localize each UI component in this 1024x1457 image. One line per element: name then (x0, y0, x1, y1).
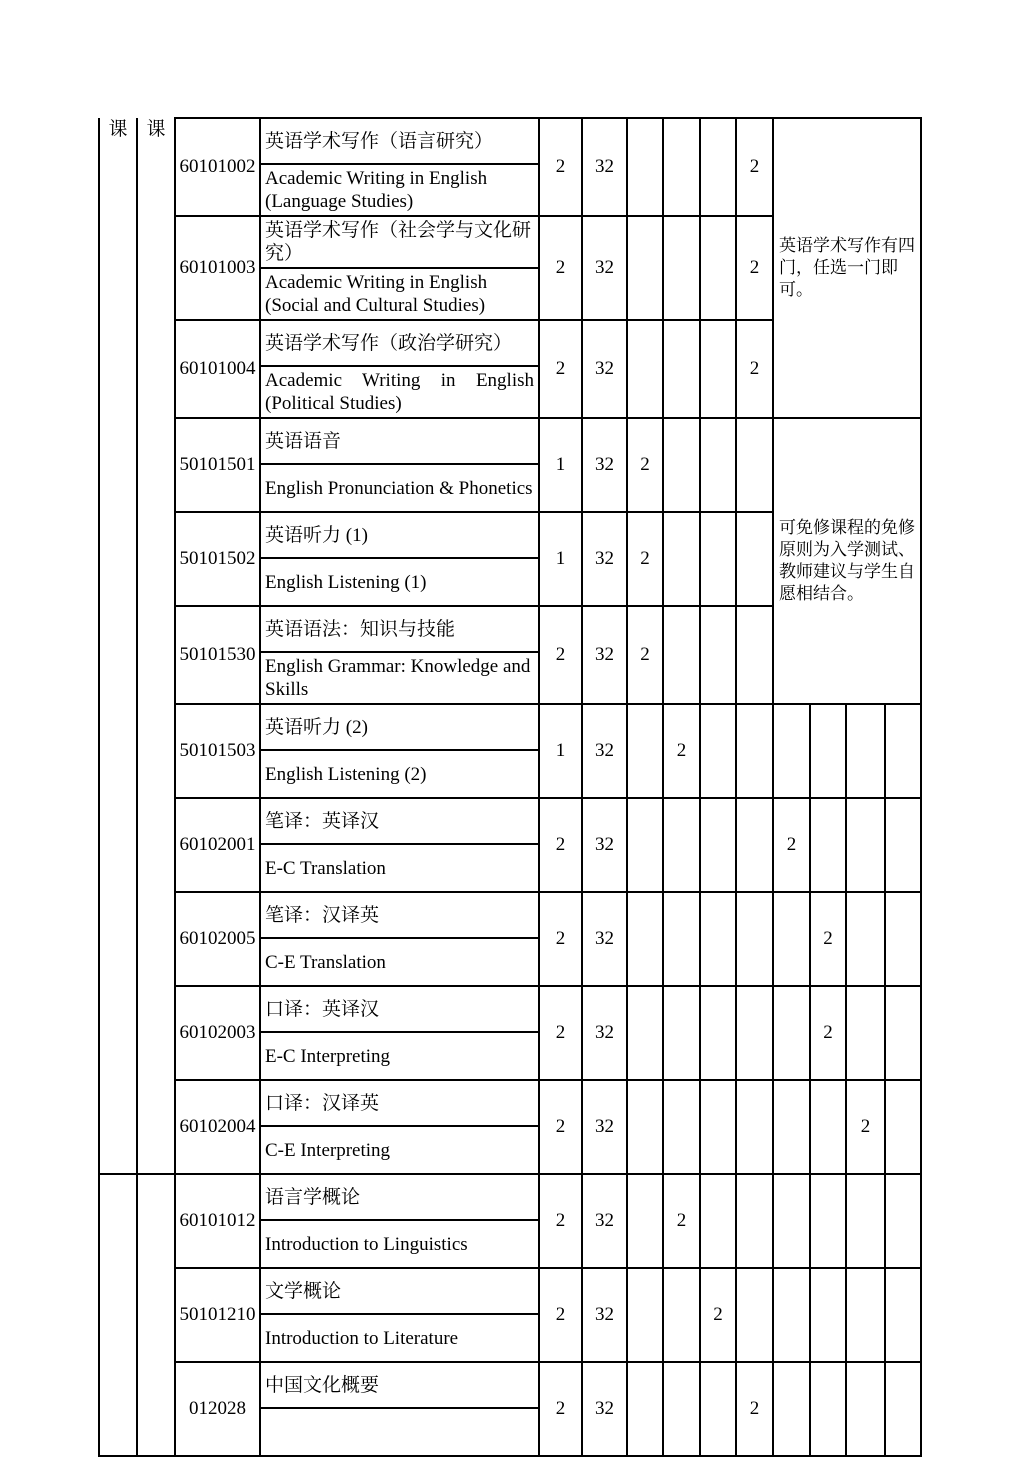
semester-6-cell: 2 (810, 892, 846, 986)
semester-3-cell (700, 512, 736, 606)
course-row (99, 892, 921, 938)
hours-cell: 32 (582, 1080, 627, 1174)
credit-cell: 2 (539, 118, 582, 216)
course-row (99, 1174, 921, 1220)
semester-4-cell: 2 (736, 216, 773, 320)
semester-6-cell: 2 (810, 986, 846, 1080)
credit-cell: 1 (539, 704, 582, 798)
course-code-cell: 50101210 (175, 1268, 260, 1362)
semester-5-cell (773, 1174, 810, 1268)
curriculum-table (98, 117, 922, 1457)
hours-cell: 32 (582, 892, 627, 986)
course-name-cn: 语言学概论 (260, 1174, 539, 1220)
course-name-cn: 文学概论 (260, 1268, 539, 1314)
semester-3-cell (700, 118, 736, 216)
course-row (99, 1268, 921, 1314)
course-name-en: E-C Interpreting (260, 1032, 539, 1080)
semester-3-cell (700, 798, 736, 892)
semester-4-cell: 2 (736, 320, 773, 418)
semester-4-cell (736, 1080, 773, 1174)
semester-2-cell (663, 216, 700, 320)
semester-4-cell (736, 418, 773, 512)
semester-5-cell (773, 1362, 810, 1456)
category-label: 课 (146, 119, 166, 140)
course-name-en: English Listening (2) (260, 750, 539, 798)
credit-cell: 2 (539, 986, 582, 1080)
semester-8-cell (885, 986, 921, 1080)
hours-cell: 32 (582, 606, 627, 704)
semester-7-cell (846, 1362, 885, 1456)
semester-7-cell (846, 892, 885, 986)
semester-5-cell: 2 (773, 798, 810, 892)
semester-3-cell (700, 704, 736, 798)
course-name-cn: 口译：英译汉 (260, 986, 539, 1032)
semester-2-cell (663, 1268, 700, 1362)
course-name-en: English Grammar: Knowledge and Skills (260, 652, 539, 704)
course-name-en: English Listening (1) (260, 558, 539, 606)
credit-cell: 2 (539, 606, 582, 704)
notes-cell: 可免修课程的免修原则为入学测试、教师建议与学生自愿相结合。 (773, 418, 921, 704)
credit-cell: 1 (539, 512, 582, 606)
semester-1-cell (627, 216, 663, 320)
course-row (99, 1362, 921, 1408)
course-code-cell: 60101002 (175, 118, 260, 216)
semester-3-cell (700, 1174, 736, 1268)
category-label: 课 (108, 119, 128, 140)
semester-5-cell (773, 1080, 810, 1174)
course-name-cn: 口译：汉译英 (260, 1080, 539, 1126)
course-name-en: C-E Translation (260, 938, 539, 986)
course-code-cell: 60101012 (175, 1174, 260, 1268)
course-name-cn: 中国文化概要 (260, 1362, 539, 1408)
semester-4-cell (736, 986, 773, 1080)
course-row (99, 1080, 921, 1126)
credit-cell: 2 (539, 216, 582, 320)
semester-6-cell (810, 1080, 846, 1174)
course-name-en: Introduction to Linguistics (260, 1220, 539, 1268)
course-name-cn: 英语语法：知识与技能 (260, 606, 539, 652)
hours-cell: 32 (582, 418, 627, 512)
semester-6-cell (810, 798, 846, 892)
semester-3-cell (700, 606, 736, 704)
semester-8-cell (885, 1174, 921, 1268)
credit-cell: 2 (539, 1268, 582, 1362)
hours-cell: 32 (582, 512, 627, 606)
hours-cell: 32 (582, 1268, 627, 1362)
semester-1-cell (627, 320, 663, 418)
semester-3-cell (700, 892, 736, 986)
course-name-en: Academic Writing in English (Language Studies) (260, 164, 539, 216)
semester-1-cell: 2 (627, 418, 663, 512)
curriculum-table-region (98, 117, 928, 1419)
course-code-cell: 60102001 (175, 798, 260, 892)
course-name-cn: 英语听力 (1) (260, 512, 539, 558)
credit-cell: 2 (539, 1080, 582, 1174)
course-name-cn: 笔译：英译汉 (260, 798, 539, 844)
course-row (99, 704, 921, 750)
semester-2-cell (663, 986, 700, 1080)
semester-1-cell: 2 (627, 512, 663, 606)
semester-7-cell (846, 1174, 885, 1268)
credit-cell: 2 (539, 892, 582, 986)
semester-7-cell (846, 986, 885, 1080)
course-name-en: E-C Translation (260, 844, 539, 892)
semester-7-cell (846, 798, 885, 892)
semester-3-cell (700, 418, 736, 512)
semester-1-cell: 2 (627, 606, 663, 704)
hours-cell: 32 (582, 1174, 627, 1268)
semester-1-cell (627, 892, 663, 986)
hours-cell: 32 (582, 798, 627, 892)
semester-5-cell (773, 892, 810, 986)
course-name-cn: 英语学术写作（语言研究） (260, 118, 539, 164)
semester-2-cell: 2 (663, 704, 700, 798)
hours-cell: 32 (582, 704, 627, 798)
semester-1-cell (627, 986, 663, 1080)
course-name-cn: 英语学术写作（社会学与文化研究） (260, 216, 539, 268)
semester-5-cell (773, 986, 810, 1080)
semester-6-cell (810, 1174, 846, 1268)
semester-1-cell (627, 798, 663, 892)
semester-4-cell (736, 512, 773, 606)
hours-cell: 32 (582, 320, 627, 418)
semester-5-cell (773, 1268, 810, 1362)
semester-2-cell (663, 320, 700, 418)
notes-cell: 英语学术写作有四门，任选一门即可。 (773, 118, 921, 418)
course-row (99, 418, 921, 464)
course-row (99, 798, 921, 844)
hours-cell: 32 (582, 216, 627, 320)
course-name-en: English Pronunciation & Phonetics (260, 464, 539, 512)
course-code-cell: 60102004 (175, 1080, 260, 1174)
semester-7-cell: 2 (846, 1080, 885, 1174)
credit-cell: 1 (539, 418, 582, 512)
semester-2-cell (663, 118, 700, 216)
semester-4-cell (736, 798, 773, 892)
credit-cell: 2 (539, 798, 582, 892)
semester-4-cell: 2 (736, 118, 773, 216)
hours-cell: 32 (582, 118, 627, 216)
semester-8-cell (885, 798, 921, 892)
semester-6-cell (810, 704, 846, 798)
semester-3-cell (700, 216, 736, 320)
semester-3-cell (700, 320, 736, 418)
semester-1-cell (627, 1174, 663, 1268)
course-name-en: Academic Writing in English (Political Studies) (260, 366, 539, 418)
semester-6-cell (810, 1362, 846, 1456)
course-code-cell: 012028 (175, 1362, 260, 1456)
semester-1-cell (627, 1268, 663, 1362)
credit-cell: 2 (539, 320, 582, 418)
semester-8-cell (885, 1268, 921, 1362)
semester-4-cell: 2 (736, 1362, 773, 1456)
semester-7-cell (846, 1268, 885, 1362)
semester-4-cell (736, 1268, 773, 1362)
category-column-cell (137, 118, 175, 1174)
semester-2-cell (663, 1080, 700, 1174)
semester-8-cell (885, 704, 921, 798)
credit-cell: 2 (539, 1362, 582, 1456)
semester-8-cell (885, 1080, 921, 1174)
course-name-cn: 笔译：汉译英 (260, 892, 539, 938)
course-code-cell: 50101501 (175, 418, 260, 512)
category-column-cell (99, 118, 137, 1174)
semester-2-cell (663, 1362, 700, 1456)
category-column-cell (137, 1174, 175, 1456)
semester-2-cell (663, 606, 700, 704)
course-name-en: Introduction to Literature (260, 1314, 539, 1362)
course-name-cn: 英语学术写作（政治学研究） (260, 320, 539, 366)
course-name-cn: 英语语音 (260, 418, 539, 464)
semester-4-cell (736, 1174, 773, 1268)
semester-5-cell (773, 704, 810, 798)
course-code-cell: 60102003 (175, 986, 260, 1080)
semester-1-cell (627, 1080, 663, 1174)
course-code-cell: 50101530 (175, 606, 260, 704)
semester-6-cell (810, 1268, 846, 1362)
course-code-cell: 60101004 (175, 320, 260, 418)
semester-4-cell (736, 606, 773, 704)
semester-2-cell (663, 798, 700, 892)
semester-7-cell (846, 704, 885, 798)
curriculum-table-body (99, 118, 921, 1456)
hours-cell: 32 (582, 986, 627, 1080)
semester-4-cell (736, 892, 773, 986)
semester-3-cell (700, 1362, 736, 1456)
credit-cell: 2 (539, 1174, 582, 1268)
course-code-cell: 60101003 (175, 216, 260, 320)
semester-8-cell (885, 892, 921, 986)
course-code-cell: 50101502 (175, 512, 260, 606)
course-row (99, 986, 921, 1032)
course-name-en: Academic Writing in English (Social and Cultural Studies) (260, 268, 539, 320)
course-name-cn: 英语听力 (2) (260, 704, 539, 750)
semester-8-cell (885, 1362, 921, 1456)
semester-2-cell (663, 512, 700, 606)
hours-cell: 32 (582, 1362, 627, 1456)
semester-3-cell (700, 986, 736, 1080)
semester-3-cell (700, 1080, 736, 1174)
course-code-cell: 50101503 (175, 704, 260, 798)
semester-1-cell (627, 1362, 663, 1456)
category-column-cell (99, 1174, 137, 1456)
course-row (99, 118, 921, 164)
course-name-en: C-E Interpreting (260, 1126, 539, 1174)
semester-3-cell: 2 (700, 1268, 736, 1362)
course-code-cell: 60102005 (175, 892, 260, 986)
semester-2-cell (663, 418, 700, 512)
semester-2-cell (663, 892, 700, 986)
semester-1-cell (627, 704, 663, 798)
semester-4-cell (736, 704, 773, 798)
semester-2-cell: 2 (663, 1174, 700, 1268)
course-name-en (260, 1408, 539, 1456)
semester-1-cell (627, 118, 663, 216)
